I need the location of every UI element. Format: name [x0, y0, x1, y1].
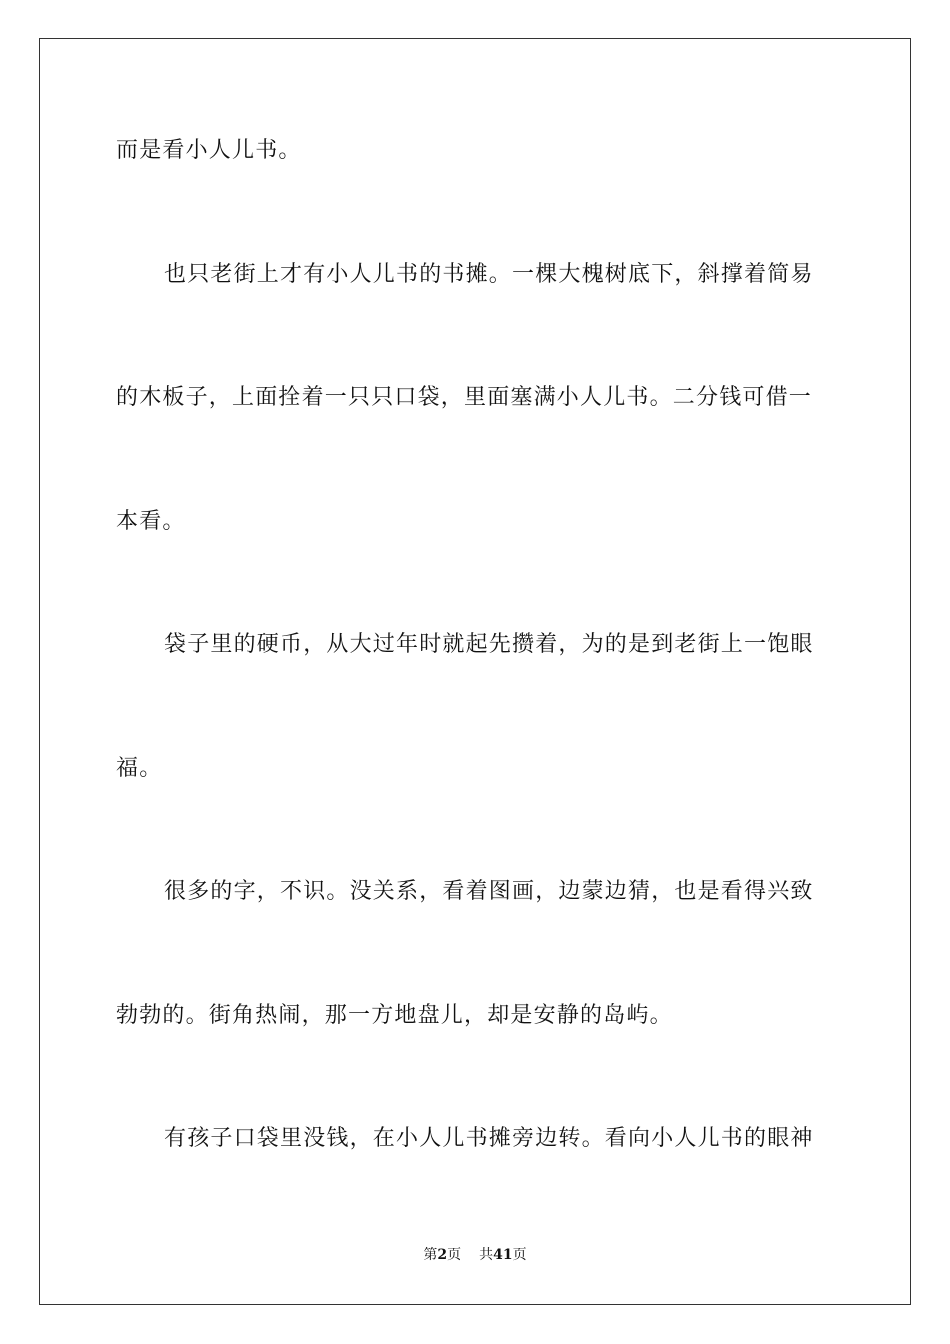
footer-total-number: 41: [493, 1247, 513, 1263]
footer-total-suffix: 页: [512, 1247, 527, 1263]
text-line-8: 勃勃的。街角热闹，那一方地盘儿，却是安静的岛屿。: [116, 1003, 673, 1028]
page-footer: [0, 1245, 950, 1265]
footer-page-suffix: 页: [447, 1247, 462, 1263]
text-line-6: 福。: [116, 756, 163, 781]
text-line-4: 本看。: [116, 509, 186, 534]
text-line-2: 也只老街上才有小人儿书的书摊。一棵大槐树底下，斜撑着简易: [164, 262, 814, 287]
footer-page-number: 2: [437, 1247, 448, 1263]
text-line-5: 袋子里的硬币，从大过年时就起先攒着，为的是到老街上一饱眼: [164, 632, 814, 657]
text-line-1: 而是看小人儿书。: [116, 138, 302, 163]
text-line-9: 有孩子口袋里没钱，在小人儿书摊旁边转。看向小人儿书的眼神: [164, 1126, 814, 1151]
page-border: [39, 38, 911, 1305]
footer-total-prefix: 共: [479, 1247, 494, 1263]
footer-page-prefix: 第: [423, 1247, 438, 1263]
text-line-3: 的木板子，上面拴着一只只口袋，里面塞满小人儿书。二分钱可借一: [116, 385, 813, 410]
text-line-7: 很多的字，不识。没关系，看着图画，边蒙边猜，也是看得兴致: [164, 879, 814, 904]
